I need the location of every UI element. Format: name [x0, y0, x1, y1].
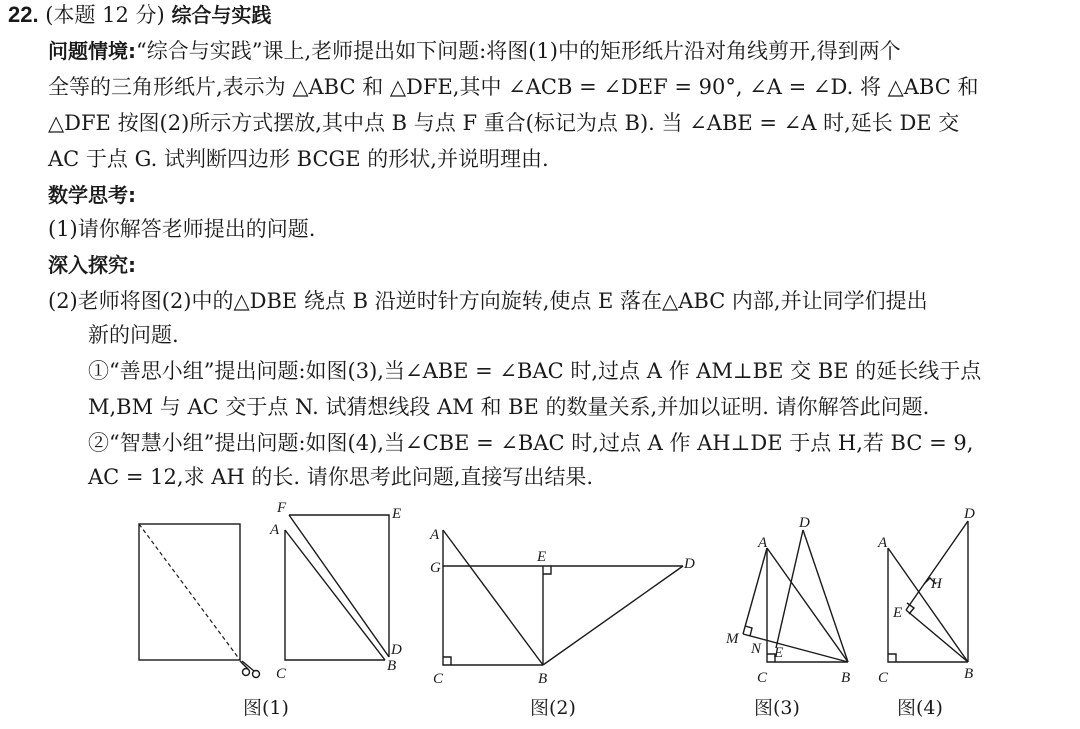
label-e: E [893, 605, 903, 621]
label-b: B [387, 658, 397, 674]
question-2-line-2: 新的问题. [88, 323, 179, 347]
label-d: D [799, 515, 810, 531]
line-am [743, 548, 767, 634]
label-m: M [726, 631, 739, 647]
label-d: D [684, 556, 695, 572]
math-thinking-label: 数学思考: [48, 183, 136, 207]
question-1: (1)请你解答老师提出的问题. [48, 217, 316, 241]
line-db [543, 566, 683, 665]
situation-line-3: △DFE 按图(2)所示方式摆放,其中点 B 与点 F 重合(标记为点 B). 当 ∠ABE = ∠A 时,延长 DE 交 [48, 111, 960, 135]
explore-label: 深入探究: [48, 253, 136, 277]
scissors-icon [240, 661, 260, 678]
subquestion-1-line-1: ①“善思小组”提出问题:如图(3),当∠ABE = ∠BAC 时,过点 A 作 AM⊥BE 交 BE 的延长线于点 [88, 359, 982, 383]
figure-1 [139, 524, 289, 719]
label-e: E [392, 506, 402, 522]
problem-score: (本题 12 分) [45, 3, 165, 27]
situation-line-1: 问题情境:“综合与实践”课上,老师提出如下问题:将图(1)中的矩形纸片沿对角线剪开,得到两个 [48, 39, 901, 63]
situation-line-2: 全等的三角形纸片,表示为 △ABC 和 △DFE,其中 ∠ACB = ∠DEF = 90°, ∠A = ∠D. 将 △ABC 和 [48, 75, 979, 99]
figure-2 [429, 527, 695, 719]
label-d: D [964, 506, 975, 522]
label-b: B [964, 666, 974, 682]
subquestion-1-line-2: M,BM 与 AC 交于点 N. 试猜想线段 AM 和 BE 的数量关系,并加以证明. 请你解答此问题. [88, 395, 930, 419]
label-e: E [774, 645, 784, 661]
figure-4 [877, 506, 975, 719]
label-c: C [433, 671, 444, 687]
triangle-dfe-hypotenuse [289, 515, 389, 657]
triangle-abc-hypotenuse [285, 530, 385, 660]
problem-number: 22. [8, 2, 39, 27]
subquestion-2-line-2: AC = 12,求 AH 的长. 请你思考此问题,直接写出结果. [88, 465, 594, 489]
label-b: B [841, 670, 851, 686]
figure-1b [269, 500, 402, 682]
label-a: A [878, 535, 888, 551]
line-de [776, 530, 803, 648]
situation-line-4: AC 于点 G. 试判断四边形 BCGE 的形状,并说明理由. [48, 147, 549, 171]
cut-diagonal [139, 524, 240, 660]
line-db [803, 530, 848, 662]
label-c: C [757, 670, 768, 686]
label-d: D [391, 642, 402, 658]
figure-3 [725, 515, 850, 719]
figure-2-caption: 图(2) [530, 697, 576, 719]
label-h: H [931, 576, 942, 592]
situation-label: 问题情境: [48, 39, 136, 63]
label-b: B [538, 671, 548, 687]
figure-1-caption: 图(1) [243, 697, 289, 719]
label-a: A [270, 522, 280, 538]
figure-4-caption: 图(4) [897, 697, 943, 719]
question-2-line-1: (2)老师将图(2)中的△DBE 绕点 B 沿逆时针方向旋转,使点 E 落在△ABC 内部,并让同学们提出 [48, 289, 928, 313]
problem-title: 综合与实践 [171, 3, 272, 27]
line-de [906, 521, 968, 610]
subquestion-2-line-1: ②“智慧小组”提出问题:如图(4),当∠CBE = ∠BAC 时,过点 A 作 AH⊥DE 于点 H,若 BC = 9, [88, 431, 974, 455]
label-f: F [277, 500, 287, 516]
label-c: C [878, 670, 889, 686]
figure-3-caption: 图(3) [754, 697, 800, 719]
label-g: G [430, 560, 441, 576]
label-e: E [537, 549, 547, 565]
label-a: A [758, 535, 768, 551]
label-n: N [751, 641, 762, 657]
label-c: C [276, 666, 287, 682]
label-a: A [430, 527, 440, 543]
